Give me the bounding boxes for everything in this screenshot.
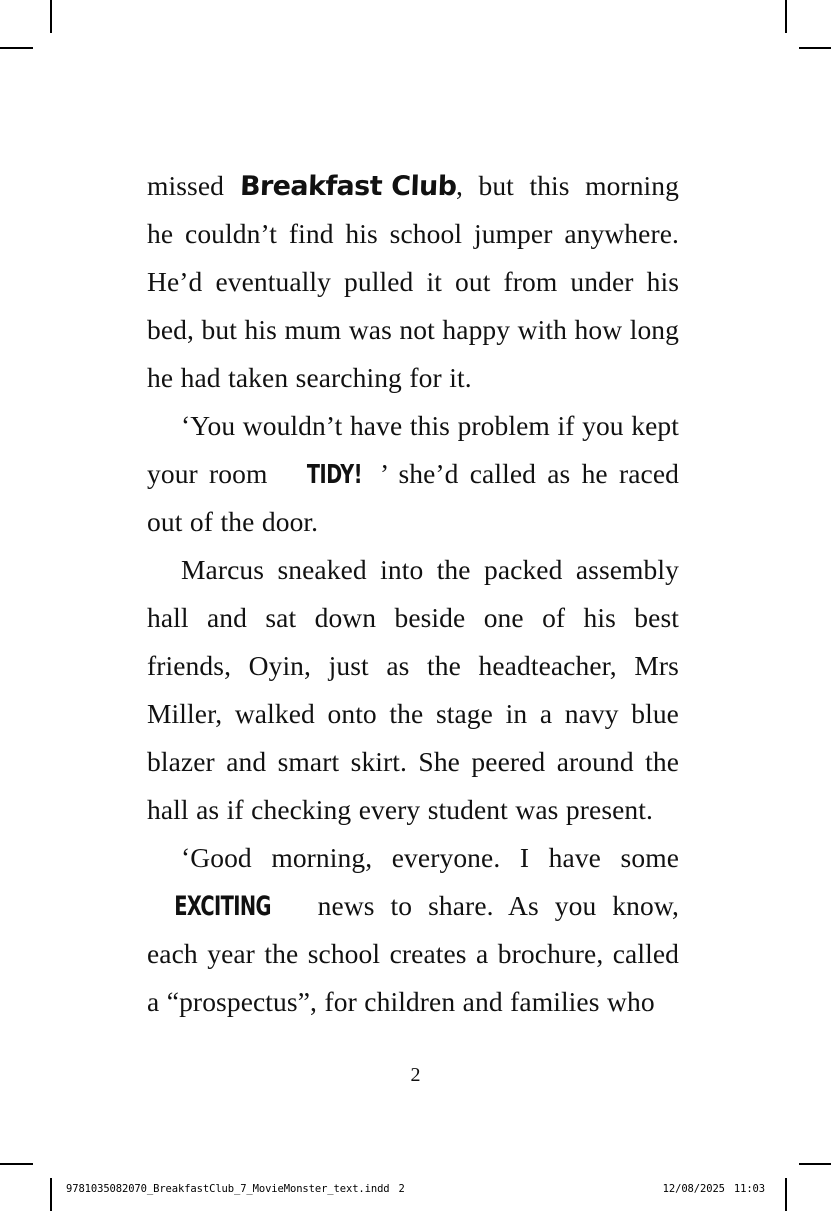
crop-mark-bottom-left-vertical <box>50 1178 52 1211</box>
footer-slug-right <box>663 1183 765 1195</box>
footer-date: 12/08/2025 <box>662 1183 725 1195</box>
body-text-run: missed <box>147 170 240 201</box>
crop-mark-bottom-right-vertical <box>785 1178 787 1211</box>
emphasis-word-shouted: TIDY! <box>306 460 362 490</box>
crop-mark-top-right-vertical <box>785 0 787 33</box>
crop-mark-bottom-left-horizontal <box>0 1163 33 1165</box>
crop-mark-top-left-vertical <box>50 0 52 33</box>
paragraph-p2 <box>147 402 679 546</box>
crop-mark-top-left-horizontal <box>0 47 33 49</box>
body-text-run: , but this morning he couldn’t find his school jumper anywhere. He’d eventually pulled it out from under his bed, but his mum was not happy with how long he had taken searching for it. <box>147 170 679 393</box>
emphasis-word-textured: EXCITING <box>147 893 271 920</box>
paragraph-p1 <box>147 162 679 402</box>
page-folio: 2 <box>410 1064 421 1086</box>
footer-slug-line <box>66 1183 765 1195</box>
crop-mark-top-right-horizontal <box>799 47 831 49</box>
footer-filename: 9781035082070_BreakfastClub_7_MovieMonster_text.indd <box>66 1183 390 1195</box>
emphasis-word-handlettered: Breakfast Club <box>238 171 457 202</box>
body-text-run: ‘You wouldn’t have this problem if you kept your room <box>147 410 679 489</box>
footer-slug-left <box>66 1183 405 1195</box>
footer-file-page: 2 <box>398 1183 405 1195</box>
paragraph-p3 <box>147 546 679 834</box>
body-text-run: ‘Good morning, everyone. I have some <box>181 842 679 873</box>
crop-mark-bottom-right-horizontal <box>799 1163 831 1165</box>
body-text-run: ’ she’d called as he raced out of the door. <box>147 458 679 537</box>
paragraph-p4 <box>147 834 679 1026</box>
footer-time: 11:03 <box>733 1183 765 1195</box>
body-text-run: news to share. As you know, each year the school creates a brochure, called a “prospectus”, for children and families who <box>147 890 679 1017</box>
page-text-block <box>147 162 679 1026</box>
body-text-run: Marcus sneaked into the packed assembly hall and sat down beside one of his best friends, Oyin, just as the headteacher, Mrs Miller, walked onto the stage in a navy blue blazer and smart skirt. She peered around the hall as if checking every student was present. <box>147 554 679 825</box>
